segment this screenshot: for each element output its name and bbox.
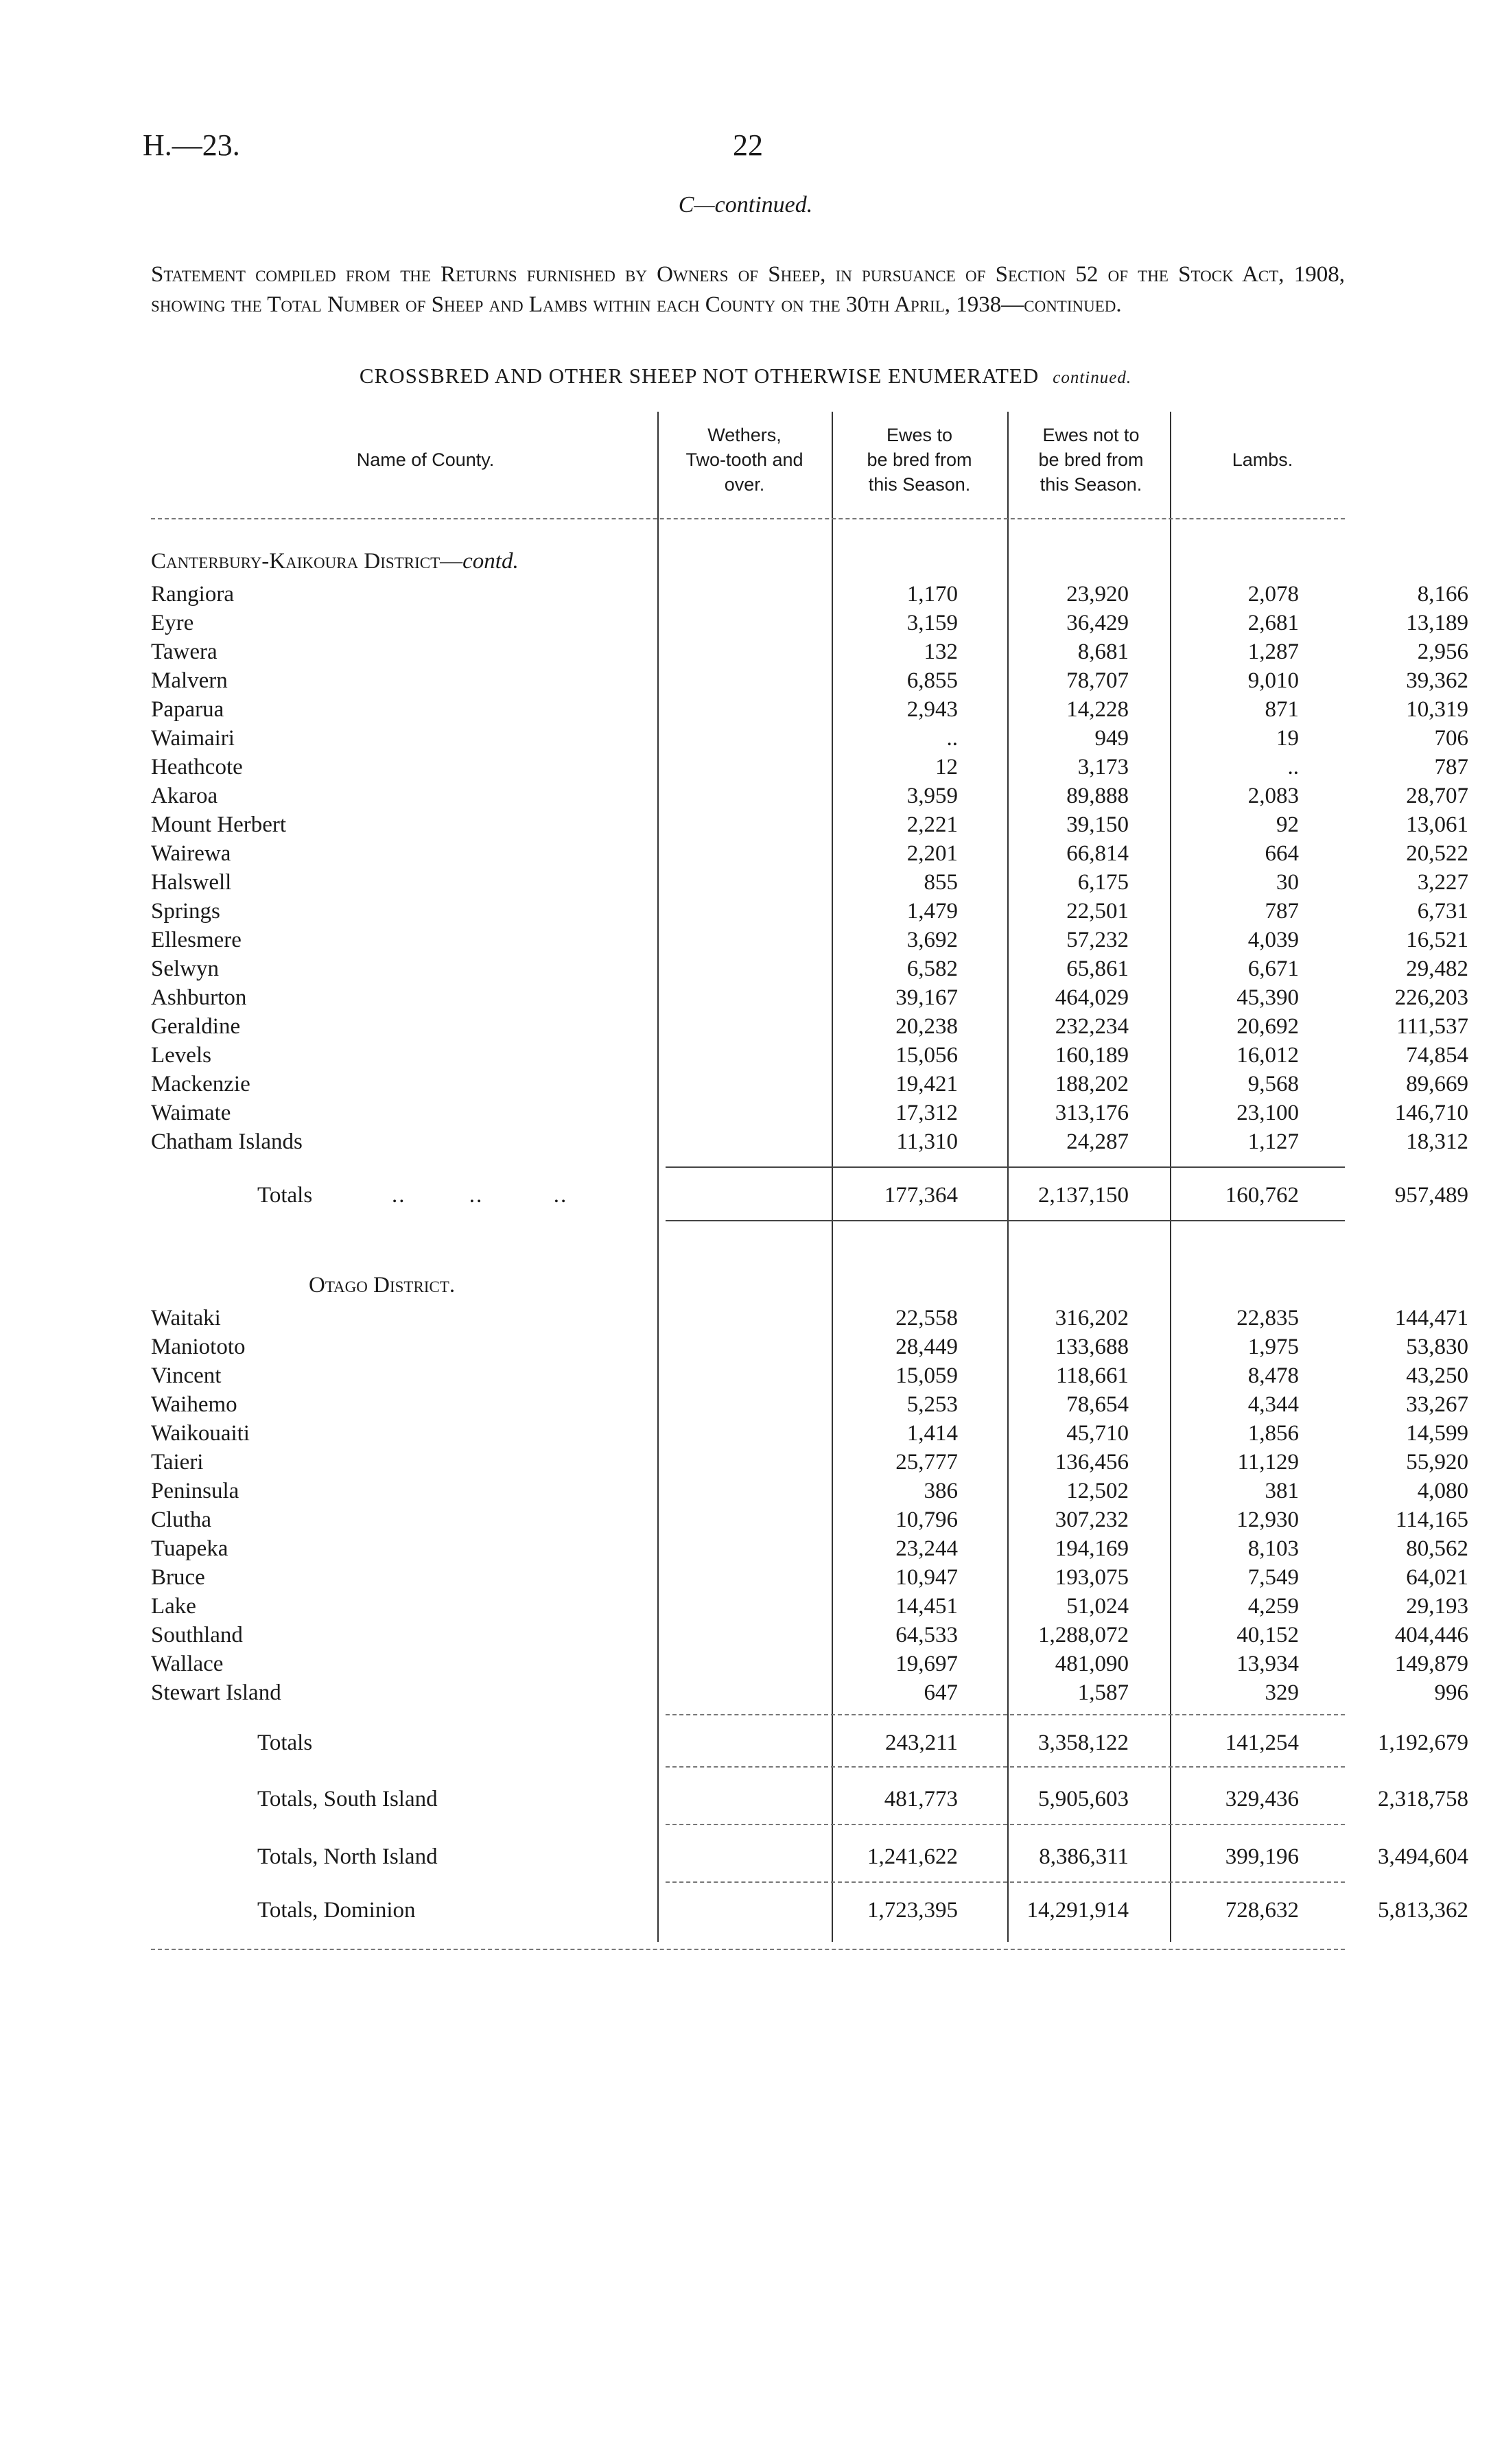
cell-ewes-bred: 6,175	[1077, 870, 1129, 895]
table-row	[151, 1361, 1468, 1390]
cell-ewes-not: 11,129	[1237, 1450, 1299, 1475]
totals-label: Totals	[257, 1730, 313, 1755]
cell-ewes-bred: 39,150	[1066, 812, 1129, 837]
table-row	[151, 983, 1468, 1012]
county-name: Akaroa	[151, 784, 218, 808]
totals-ewes-bred: 8,386,311	[1039, 1844, 1129, 1869]
cell-lambs: 16,521	[1406, 928, 1468, 952]
county-name: Taieri	[151, 1450, 204, 1475]
column-header-ewes-not-bred	[1005, 423, 1177, 497]
cell-lambs: 28,707	[1406, 784, 1468, 808]
totals-rule	[666, 1766, 1345, 1768]
table-bottom-rule	[151, 1949, 1345, 1950]
statement-title: Statement compiled from the Returns furnished by Owners of Sheep, in pursuance of Section 52 of the Stock Act, 1908, showing the Total Number of Sheep and Lambs within each County on the 30th April, 1938—continued.	[151, 262, 1345, 317]
cell-ewes-bred: 316,202	[1055, 1306, 1129, 1330]
totals-ewes-bred: 3,358,122	[1038, 1730, 1129, 1755]
cell-ewes-not: 20,692	[1236, 1014, 1299, 1039]
table-row	[151, 839, 1468, 868]
county-name: Peninsula	[151, 1479, 239, 1503]
column-header-lambs: Lambs.	[1232, 449, 1293, 470]
county-name: Waitaki	[151, 1306, 221, 1330]
table-subtitle	[0, 364, 1491, 388]
totals-lambs: 1,192,679	[1378, 1730, 1468, 1755]
cell-wethers: 15,056	[895, 1043, 958, 1068]
cell-ewes-bred: 464,029	[1055, 985, 1129, 1010]
cell-wethers: 1,414	[906, 1421, 958, 1446]
cell-lambs: 18,312	[1406, 1129, 1468, 1154]
totals-rule	[666, 1714, 1345, 1715]
cell-ewes-not: 19	[1276, 726, 1299, 751]
cell-ewes-not: 787	[1265, 899, 1299, 924]
cell-wethers: 6,855	[906, 668, 958, 693]
cell-lambs: 226,203	[1394, 985, 1468, 1010]
totals-ewes-not: 160,762	[1225, 1183, 1299, 1208]
county-name: Chatham Islands	[151, 1129, 303, 1154]
continued-note: C—continued.	[678, 192, 813, 218]
header-separator	[151, 518, 1345, 519]
table-row	[151, 1333, 1468, 1361]
cell-lambs: 787	[1434, 755, 1468, 779]
cell-ewes-not: 30	[1276, 870, 1299, 895]
table-row	[151, 868, 1468, 897]
cell-wethers: 2,943	[906, 697, 958, 722]
county-name: Selwyn	[151, 957, 219, 981]
cell-lambs: 13,189	[1406, 611, 1468, 635]
cell-lambs: 114,165	[1395, 1507, 1468, 1532]
cell-lambs: 53,830	[1406, 1335, 1468, 1359]
cell-ewes-bred: 36,429	[1066, 611, 1129, 635]
table-row	[151, 695, 1468, 724]
totals-rule	[666, 1881, 1345, 1883]
county-name: Waihemo	[151, 1392, 237, 1417]
cell-ewes-bred: 160,189	[1055, 1043, 1129, 1068]
cell-lambs: 146,710	[1394, 1101, 1468, 1125]
table-row	[151, 580, 1468, 609]
cell-wethers: 64,533	[895, 1623, 958, 1647]
table-row	[151, 1127, 1468, 1156]
cell-lambs: 3,227	[1417, 870, 1468, 895]
county-name: Tuapeka	[151, 1536, 228, 1561]
cell-ewes-bred: 1,587	[1077, 1680, 1129, 1705]
cell-ewes-not: 16,012	[1236, 1043, 1299, 1068]
cell-wethers: 10,796	[895, 1507, 958, 1532]
cell-ewes-bred: 24,287	[1066, 1129, 1129, 1154]
cell-ewes-bred: 66,814	[1066, 841, 1129, 866]
totals-row-dominion	[151, 1895, 1468, 1925]
table-row	[151, 1304, 1468, 1333]
table-row	[151, 1505, 1468, 1534]
table-row	[151, 1650, 1468, 1678]
cell-ewes-bred: 78,707	[1066, 668, 1129, 693]
cell-ewes-bred: 12,502	[1066, 1479, 1129, 1503]
cell-wethers: 5,253	[906, 1392, 958, 1417]
cell-lambs: 14,599	[1406, 1421, 1468, 1446]
cell-lambs: 80,562	[1406, 1536, 1468, 1561]
cell-ewes-bred: 1,288,072	[1038, 1623, 1129, 1647]
cell-wethers: 1,479	[906, 899, 958, 924]
county-name: Clutha	[151, 1507, 211, 1532]
page-number: 22	[733, 128, 763, 162]
county-name: Eyre	[151, 611, 194, 635]
cell-ewes-bred: 307,232	[1055, 1507, 1129, 1532]
county-name: Springs	[151, 899, 220, 924]
cell-ewes-not: 23,100	[1236, 1101, 1299, 1125]
county-name: Vincent	[151, 1363, 222, 1388]
subtitle-text: CROSSBRED AND OTHER SHEEP NOT OTHERWISE ENUMERATED	[359, 364, 1040, 388]
cell-ewes-not: 6,671	[1247, 957, 1299, 981]
county-name: Ashburton	[151, 985, 247, 1010]
totals-row-south-island	[151, 1784, 1468, 1814]
cell-ewes-not: 2,083	[1247, 784, 1299, 808]
cell-lambs: 43,250	[1406, 1363, 1468, 1388]
table-row	[151, 954, 1468, 983]
cell-ewes-bred: 313,176	[1055, 1101, 1129, 1125]
table-row	[151, 1448, 1468, 1477]
table-row	[151, 724, 1468, 753]
county-name: Heathcote	[151, 755, 243, 779]
cell-lambs: 4,080	[1417, 1479, 1468, 1503]
table-row	[151, 1621, 1468, 1650]
header-line: Ewes to	[886, 425, 953, 445]
cell-lambs: 74,854	[1406, 1043, 1468, 1068]
cell-wethers: 23,244	[895, 1536, 958, 1561]
cell-ewes-bred: 193,075	[1055, 1565, 1129, 1590]
header-line: Ewes not to	[1042, 425, 1140, 445]
totals-row-north-island	[151, 1842, 1468, 1872]
county-name: Bruce	[151, 1565, 205, 1590]
cell-wethers: 14,451	[895, 1594, 958, 1619]
cell-ewes-not: 2,681	[1247, 611, 1299, 635]
cell-lambs: 6,731	[1417, 899, 1468, 924]
cell-ewes-not: 1,287	[1247, 640, 1299, 664]
cell-wethers: 3,159	[906, 611, 958, 635]
table-row	[151, 666, 1468, 695]
cell-lambs: 404,446	[1394, 1623, 1468, 1647]
totals-ewes-not: 329,436	[1225, 1787, 1299, 1811]
cell-wethers: 3,959	[906, 784, 958, 808]
totals-lambs: 2,318,758	[1378, 1787, 1468, 1811]
cell-ewes-bred: 8,681	[1077, 640, 1129, 664]
totals-wethers: 1,723,395	[867, 1898, 958, 1923]
subtitle-continued: continued.	[1053, 368, 1132, 387]
totals-ewes-not: 399,196	[1225, 1844, 1299, 1869]
table-row	[151, 1099, 1468, 1127]
totals-rule	[666, 1220, 1345, 1221]
table-row	[151, 926, 1468, 954]
cell-wethers: 11,310	[896, 1129, 958, 1154]
county-name: Wairewa	[151, 841, 231, 866]
section-title-canterbury	[151, 549, 519, 574]
totals-wethers: 177,364	[884, 1183, 958, 1208]
cell-lambs: 2,956	[1417, 640, 1468, 664]
cell-wethers: 132	[924, 640, 958, 664]
cell-ewes-bred: 22,501	[1066, 899, 1129, 924]
cell-ewes-bred: 133,688	[1055, 1335, 1129, 1359]
cell-ewes-bred: 23,920	[1066, 582, 1129, 607]
county-name: Maniototo	[151, 1335, 246, 1359]
cell-wethers: 20,238	[895, 1014, 958, 1039]
cell-ewes-not: 45,390	[1236, 985, 1299, 1010]
cell-lambs: 64,021	[1406, 1565, 1468, 1590]
cell-ewes-not: 8,478	[1247, 1363, 1299, 1388]
cell-wethers: 2,221	[906, 812, 958, 837]
county-name: Levels	[151, 1043, 211, 1068]
table-row	[151, 1419, 1468, 1448]
cell-ewes-not: 92	[1276, 812, 1299, 837]
cell-lambs: 29,193	[1406, 1594, 1468, 1619]
table-row	[151, 1070, 1468, 1099]
cell-wethers: 17,312	[895, 1101, 958, 1125]
cell-lambs: 29,482	[1406, 957, 1468, 981]
county-name: Malvern	[151, 668, 228, 693]
section-title-cont: contd.	[462, 549, 519, 574]
cell-lambs: 39,362	[1406, 668, 1468, 693]
cell-ewes-not: 1,856	[1247, 1421, 1299, 1446]
cell-ewes-bred: 232,234	[1055, 1014, 1129, 1039]
totals-ewes-bred: 5,905,603	[1038, 1787, 1129, 1811]
cell-ewes-not: 4,259	[1247, 1594, 1299, 1619]
cell-ewes-bred: 78,654	[1066, 1392, 1129, 1417]
table-row	[151, 1477, 1468, 1505]
county-name: Mount Herbert	[151, 812, 287, 837]
cell-lambs: 144,471	[1394, 1306, 1468, 1330]
cell-ewes-bred: 89,888	[1066, 784, 1129, 808]
table-row	[151, 1592, 1468, 1621]
cell-ewes-bred: 65,861	[1066, 957, 1129, 981]
county-name: Lake	[151, 1594, 196, 1619]
cell-ewes-not: 22,835	[1236, 1306, 1299, 1330]
totals-ewes-bred: 2,137,150	[1038, 1183, 1129, 1208]
cell-wethers: 2,201	[906, 841, 958, 866]
totals-row-otago	[151, 1728, 1468, 1758]
cell-lambs: 33,267	[1406, 1392, 1468, 1417]
cell-wethers: 28,449	[895, 1335, 958, 1359]
county-name: Rangiora	[151, 582, 234, 607]
column-header-ewes-bred	[834, 423, 1005, 497]
cell-wethers: 15,059	[895, 1363, 958, 1388]
cell-lambs: 149,879	[1394, 1652, 1468, 1676]
cell-lambs: 20,522	[1406, 841, 1468, 866]
table-row	[151, 1534, 1468, 1563]
cell-ewes-not: 1,975	[1247, 1335, 1299, 1359]
county-name: Ellesmere	[151, 928, 242, 952]
cell-wethers: 855	[924, 870, 958, 895]
table-row	[151, 897, 1468, 926]
totals-lambs: 5,813,362	[1378, 1898, 1468, 1923]
table-row	[151, 1563, 1468, 1592]
county-name: Tawera	[151, 640, 218, 664]
cell-ewes-not: 4,039	[1247, 928, 1299, 952]
totals-rule	[666, 1166, 1345, 1168]
table-row	[151, 637, 1468, 666]
cell-ewes-bred: 949	[1094, 726, 1129, 751]
section-title-text: Canterbury-Kaikoura District—	[151, 549, 463, 574]
header-line: be bred from	[1038, 449, 1144, 470]
table-row	[151, 782, 1468, 810]
county-name: Southland	[151, 1623, 243, 1647]
cell-ewes-bred: 136,456	[1055, 1450, 1129, 1475]
cell-ewes-bred: 51,024	[1066, 1594, 1129, 1619]
cell-ewes-bred: 481,090	[1055, 1652, 1129, 1676]
cell-lambs: 706	[1434, 726, 1468, 751]
cell-ewes-not: 9,010	[1247, 668, 1299, 693]
totals-lambs: 957,489	[1394, 1183, 1468, 1208]
cell-ewes-bred: 194,169	[1055, 1536, 1129, 1561]
table-row	[151, 1390, 1468, 1419]
cell-ewes-not: 7,549	[1247, 1565, 1299, 1590]
cell-wethers: 647	[924, 1680, 958, 1705]
county-name: Stewart Island	[151, 1680, 281, 1705]
cell-wethers: 6,582	[906, 957, 958, 981]
cell-wethers: 39,167	[895, 985, 958, 1010]
cell-ewes-bred: 14,228	[1066, 697, 1129, 722]
cell-lambs: 89,669	[1406, 1072, 1468, 1096]
cell-ewes-not: 2,078	[1247, 582, 1299, 607]
column-header-name: Name of County.	[356, 449, 495, 470]
cell-wethers: 12	[935, 755, 958, 779]
cell-ewes-not: 4,344	[1247, 1392, 1299, 1417]
cell-ewes-not: 9,568	[1247, 1072, 1299, 1096]
cell-ewes-bred: 3,173	[1077, 755, 1129, 779]
totals-label-text: Totals	[257, 1183, 313, 1208]
cell-wethers: 1,170	[906, 582, 958, 607]
table-row	[151, 753, 1468, 782]
cell-lambs: 55,920	[1406, 1450, 1468, 1475]
cell-ewes-bred: 57,232	[1066, 928, 1129, 952]
cell-ewes-not: 1,127	[1247, 1129, 1299, 1154]
cell-ewes-bred: 118,661	[1055, 1363, 1129, 1388]
cell-wethers: 10,947	[895, 1565, 958, 1590]
cell-wethers: ..	[946, 726, 958, 751]
totals-rule	[666, 1824, 1345, 1825]
cell-wethers: 19,421	[895, 1072, 958, 1096]
header-line: this Season.	[868, 474, 971, 495]
county-name: Waimate	[151, 1101, 231, 1125]
section-title-otago: Otago District.	[309, 1273, 456, 1298]
totals-wethers: 481,773	[884, 1787, 958, 1811]
totals-label: Totals, South Island	[257, 1787, 438, 1811]
cell-lambs: 996	[1434, 1680, 1468, 1705]
table-row	[151, 1678, 1468, 1707]
totals-lambs: 3,494,604	[1378, 1844, 1468, 1869]
table-row	[151, 1041, 1468, 1070]
totals-ewes-bred: 14,291,914	[1026, 1898, 1129, 1923]
totals-row-canterbury	[151, 1180, 1468, 1210]
cell-ewes-bred: 188,202	[1055, 1072, 1129, 1096]
totals-ewes-not: 141,254	[1225, 1730, 1299, 1755]
cell-ewes-not: 329	[1265, 1680, 1299, 1705]
report-code: H.—23.	[143, 128, 240, 162]
cell-ewes-not: 664	[1265, 841, 1299, 866]
table-row	[151, 609, 1468, 637]
cell-lambs: 10,319	[1406, 697, 1468, 722]
cell-ewes-not: 12,930	[1236, 1507, 1299, 1532]
cell-ewes-not: 871	[1265, 697, 1299, 722]
cell-wethers: 3,692	[906, 928, 958, 952]
totals-label: Totals, Dominion	[257, 1898, 416, 1923]
cell-ewes-bred: 45,710	[1066, 1421, 1129, 1446]
header-line: be bred from	[867, 449, 972, 470]
table-row	[151, 810, 1468, 839]
cell-ewes-not: 8,103	[1247, 1536, 1299, 1561]
county-name: Paparua	[151, 697, 224, 722]
cell-wethers: 386	[924, 1479, 958, 1503]
county-name: Mackenzie	[151, 1072, 250, 1096]
totals-wethers: 1,241,622	[867, 1844, 958, 1869]
county-name: Waimairi	[151, 726, 235, 751]
column-header-wethers	[659, 423, 830, 497]
cell-ewes-not: ..	[1287, 755, 1299, 779]
cell-wethers: 25,777	[895, 1450, 958, 1475]
cell-lambs: 13,061	[1406, 812, 1468, 837]
cell-ewes-not: 13,934	[1236, 1652, 1299, 1676]
cell-wethers: 19,697	[895, 1652, 958, 1676]
cell-wethers: 22,558	[895, 1306, 958, 1330]
county-name: Geraldine	[151, 1014, 241, 1039]
header-line: this Season.	[1040, 474, 1142, 495]
cell-lambs: 111,537	[1396, 1014, 1468, 1039]
cell-ewes-not: 40,152	[1236, 1623, 1299, 1647]
county-name: Wallace	[151, 1652, 224, 1676]
totals-wethers: 243,211	[884, 1730, 958, 1755]
cell-ewes-not: 381	[1265, 1479, 1299, 1503]
header-line: Two-tooth and	[685, 449, 803, 470]
table-row	[151, 1012, 1468, 1041]
county-name: Halswell	[151, 870, 232, 895]
county-name: Waikouaiti	[151, 1421, 250, 1446]
totals-label: Totals, North Island	[257, 1844, 438, 1869]
header-line: over.	[724, 474, 765, 495]
header-line: Wethers,	[707, 425, 782, 445]
cell-lambs: 8,166	[1417, 582, 1468, 607]
totals-ewes-not: 728,632	[1225, 1898, 1299, 1923]
totals-label: Totals .. .. ..	[257, 1183, 568, 1208]
